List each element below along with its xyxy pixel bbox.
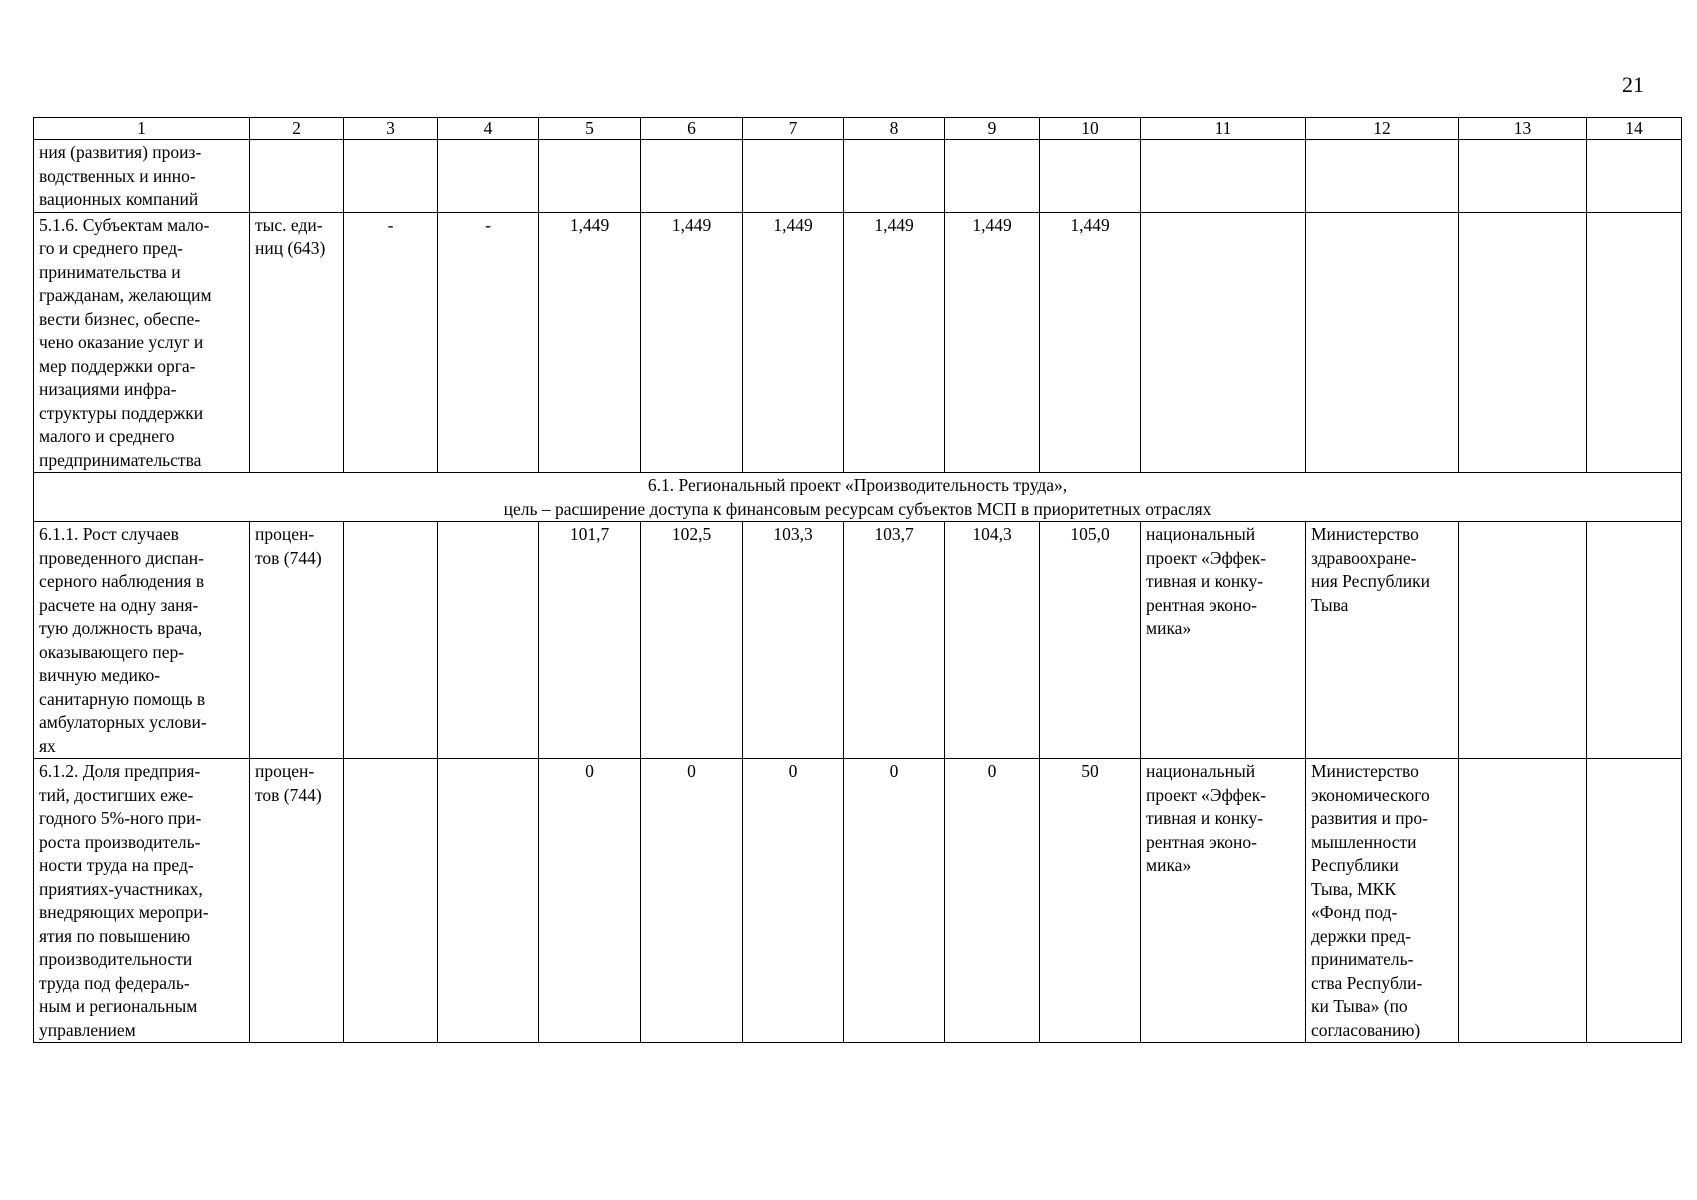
value-cell: - xyxy=(438,212,539,473)
indicator-name-cell: 6.1.1. Рост случаев проведенного диспан- серного наблюдения в расчете на одну заня- тую должность врача, оказывающего пер- вичную медико- санитарную помощь в амбулаторных услови- ях xyxy=(34,522,250,759)
empty-cell xyxy=(1587,140,1682,213)
project-cell: национальный проект «Эффек- тивная и конку- рентная эконо- мика» xyxy=(1141,759,1306,1043)
indicator-name-cell: ния (развития) произ- водственных и инно- вационных компаний xyxy=(34,140,250,213)
empty-cell xyxy=(1459,522,1587,759)
value-cell: 1,449 xyxy=(945,212,1040,473)
value-cell: 1,449 xyxy=(539,212,641,473)
value-cell: 1,449 xyxy=(844,212,945,473)
value-cell: 1,449 xyxy=(1040,212,1141,473)
value-cell: 102,5 xyxy=(641,522,743,759)
table-row xyxy=(34,759,1682,1043)
empty-cell xyxy=(945,140,1040,213)
empty-cell xyxy=(1459,212,1587,473)
empty-cell xyxy=(1306,212,1459,473)
column-number: 11 xyxy=(1141,118,1306,140)
column-number: 6 xyxy=(641,118,743,140)
value-cell: 1,449 xyxy=(641,212,743,473)
project-cell: национальный проект «Эффек- тивная и конку- рентная эконо- мика» xyxy=(1141,522,1306,759)
empty-cell xyxy=(1040,140,1141,213)
empty-cell xyxy=(344,522,438,759)
empty-cell xyxy=(1587,522,1682,759)
empty-cell xyxy=(539,140,641,213)
column-number: 14 xyxy=(1587,118,1682,140)
unit-cell: процен- тов (744) xyxy=(250,759,344,1043)
value-cell: 0 xyxy=(539,759,641,1043)
column-number: 2 xyxy=(250,118,344,140)
empty-cell xyxy=(438,759,539,1043)
column-number: 3 xyxy=(344,118,438,140)
empty-cell xyxy=(743,140,844,213)
section-row xyxy=(34,473,1682,522)
empty-cell xyxy=(1141,212,1306,473)
value-cell: 101,7 xyxy=(539,522,641,759)
empty-cell xyxy=(1587,212,1682,473)
value-cell: 0 xyxy=(743,759,844,1043)
empty-cell xyxy=(844,140,945,213)
column-number-row xyxy=(34,118,1682,140)
section-title: 6.1. Региональный проект «Производительность труда», xyxy=(647,475,1068,495)
empty-cell xyxy=(1459,759,1587,1043)
indicator-name-cell: 6.1.2. Доля предприя- тий, достигших еже- годного 5%-ного при- роста производитель- ности труда на пред- приятиях-участниках, внедряющих меропри- ятия по повышению производительности труда под федераль- ным и региональным управлением xyxy=(34,759,250,1043)
value-cell: 0 xyxy=(844,759,945,1043)
column-number: 12 xyxy=(1306,118,1459,140)
empty-cell xyxy=(1306,140,1459,213)
column-number: 5 xyxy=(539,118,641,140)
section-header-cell xyxy=(34,473,1682,522)
empty-cell xyxy=(344,140,438,213)
empty-cell xyxy=(438,522,539,759)
responsible-cell: Министерство здравоохране- ния Республики Тыва xyxy=(1306,522,1459,759)
table-row xyxy=(34,522,1682,759)
table-row xyxy=(34,212,1682,473)
column-number: 9 xyxy=(945,118,1040,140)
empty-cell xyxy=(344,759,438,1043)
empty-cell xyxy=(438,140,539,213)
page-number: 21 xyxy=(1622,72,1644,97)
table-row xyxy=(34,140,1682,213)
value-cell: 103,7 xyxy=(844,522,945,759)
value-cell: 1,449 xyxy=(743,212,844,473)
responsible-cell: Министерство экономического развития и про- мышленности Республики Тыва, МКК «Фонд под- держки пред- приниматель- ства Республи- ки Тыва» (по согласованию) xyxy=(1306,759,1459,1043)
value-cell: 0 xyxy=(641,759,743,1043)
value-cell: 105,0 xyxy=(1040,522,1141,759)
column-number: 4 xyxy=(438,118,539,140)
empty-cell xyxy=(1587,759,1682,1043)
column-number: 13 xyxy=(1459,118,1587,140)
value-cell: 103,3 xyxy=(743,522,844,759)
value-cell: 0 xyxy=(945,759,1040,1043)
empty-cell xyxy=(250,140,344,213)
section-goal: цель – расширение доступа к финансовым ресурсам субъектов МСП в приоритетных отраслях xyxy=(503,498,1212,519)
unit-cell: процен- тов (744) xyxy=(250,522,344,759)
indicators-table xyxy=(33,117,1682,1043)
empty-cell xyxy=(1459,140,1587,213)
column-number: 8 xyxy=(844,118,945,140)
value-cell: 104,3 xyxy=(945,522,1040,759)
unit-cell: тыс. еди- ниц (643) xyxy=(250,212,344,473)
column-number: 7 xyxy=(743,118,844,140)
value-cell: - xyxy=(344,212,438,473)
indicator-name-cell: 5.1.6. Субъектам мало- го и среднего пред- принимательства и гражданам, желающим вести бизнес, обеспе- чено оказание услуг и мер поддержки орга- низациями инфра- структуры поддержки малого и среднего предпринимательства xyxy=(34,212,250,473)
column-number: 1 xyxy=(34,118,250,140)
empty-cell xyxy=(641,140,743,213)
empty-cell xyxy=(1141,140,1306,213)
value-cell: 50 xyxy=(1040,759,1141,1043)
column-number: 10 xyxy=(1040,118,1141,140)
